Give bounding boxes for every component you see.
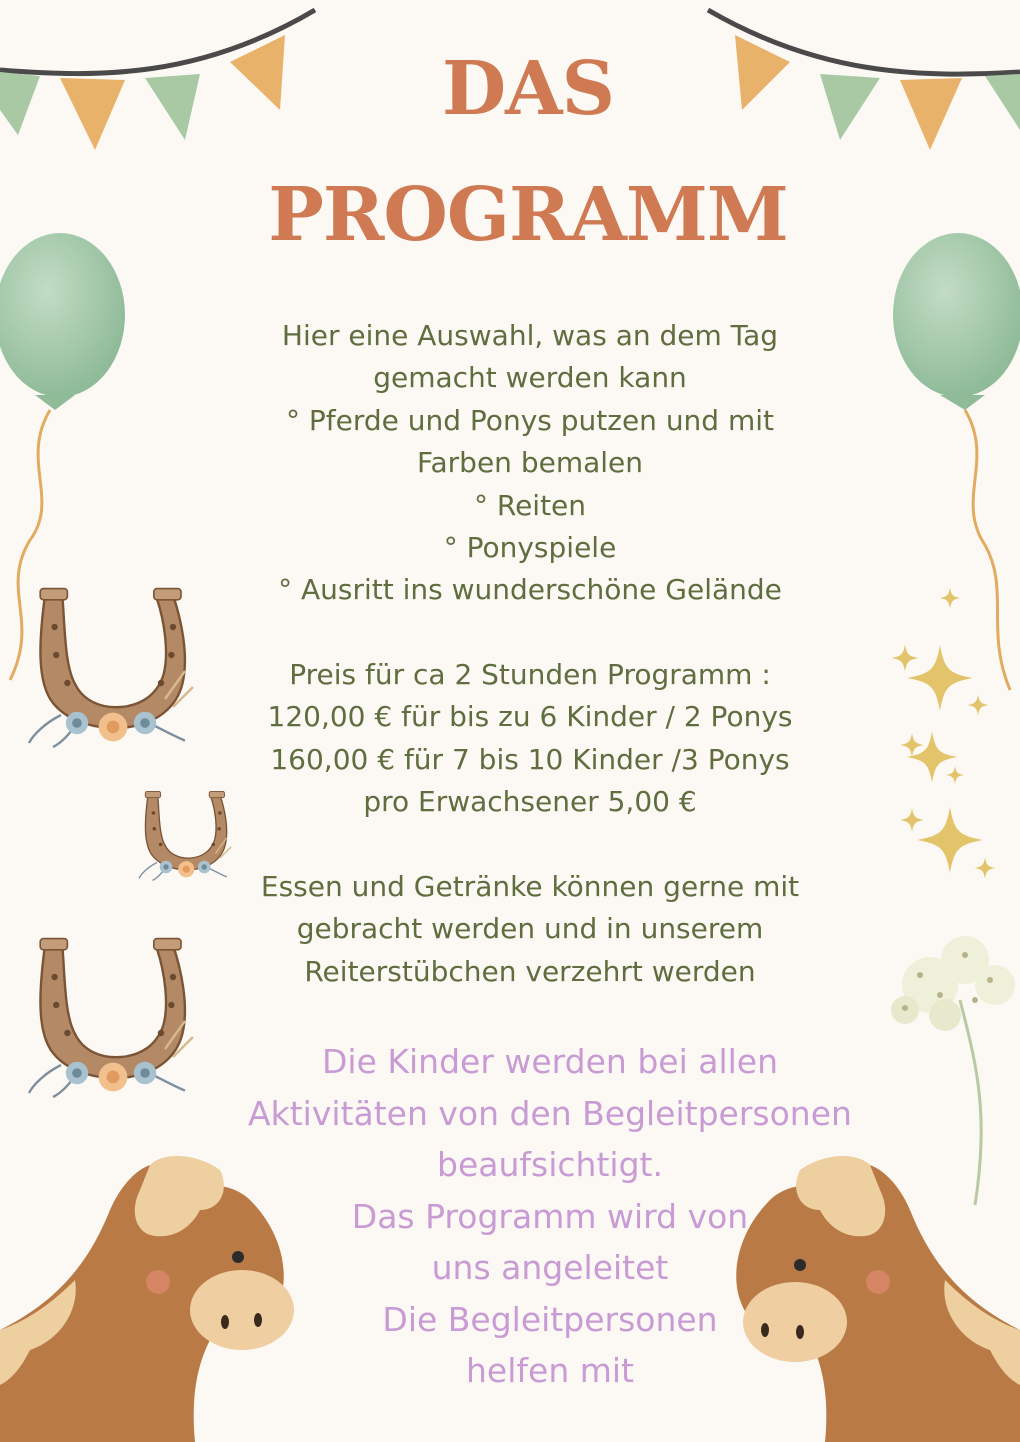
price-line: pro Erwachsener 5,00 €	[363, 785, 697, 819]
page-title-line-1: DAS	[441, 46, 615, 132]
price-info	[210, 654, 850, 824]
intro-line: gemacht werden kann	[373, 361, 687, 395]
price-line: 160,00 € für 7 bis 10 Kinder /3 Ponys	[270, 742, 790, 776]
note-line: Die Begleitpersonen	[382, 1299, 718, 1339]
note-line: uns angeleitet	[431, 1248, 669, 1287]
note-line: Aktivitäten von den Begleitpersonen	[248, 1093, 852, 1133]
intro-line: Hier eine Auswahl, was an dem Tag	[281, 319, 779, 352]
food-info	[210, 866, 850, 993]
activity-item: ° Ausritt ins wunderschöne Gelände	[278, 573, 782, 607]
food-line: gebracht werden und in unserem	[296, 912, 764, 946]
note-line: Die Kinder werden bei allen	[321, 1042, 779, 1081]
intro-text	[210, 315, 850, 612]
price-heading: Preis für ca 2 Stunden Programm :	[289, 658, 771, 691]
activity-item: ° Reiten	[473, 488, 587, 522]
activity-item: ° Ponyspiele	[443, 531, 617, 565]
page-title-line-2: PROGRAMM	[268, 172, 788, 258]
price-line: 120,00 € für bis zu 6 Kinder / 2 Ponys	[267, 700, 793, 734]
supervision-notes	[180, 1036, 920, 1397]
note-line: beaufsichtigt.	[437, 1145, 663, 1184]
note-line: helfen mit	[466, 1351, 634, 1390]
horseshoe-icon-1	[29, 589, 193, 747]
food-line: Essen und Getränke können gerne mit	[260, 870, 800, 903]
note-line: Das Programm wird von	[351, 1196, 749, 1236]
food-line: Reiterstübchen verzehrt werden	[304, 954, 756, 988]
activity-item: Farben bemalen	[416, 446, 644, 480]
balloon-right	[893, 233, 1020, 690]
activity-item: ° Pferde und Ponys putzen und mit	[285, 403, 775, 437]
sparkle-icons	[892, 588, 996, 879]
horseshoe-icon-3	[29, 939, 193, 1097]
